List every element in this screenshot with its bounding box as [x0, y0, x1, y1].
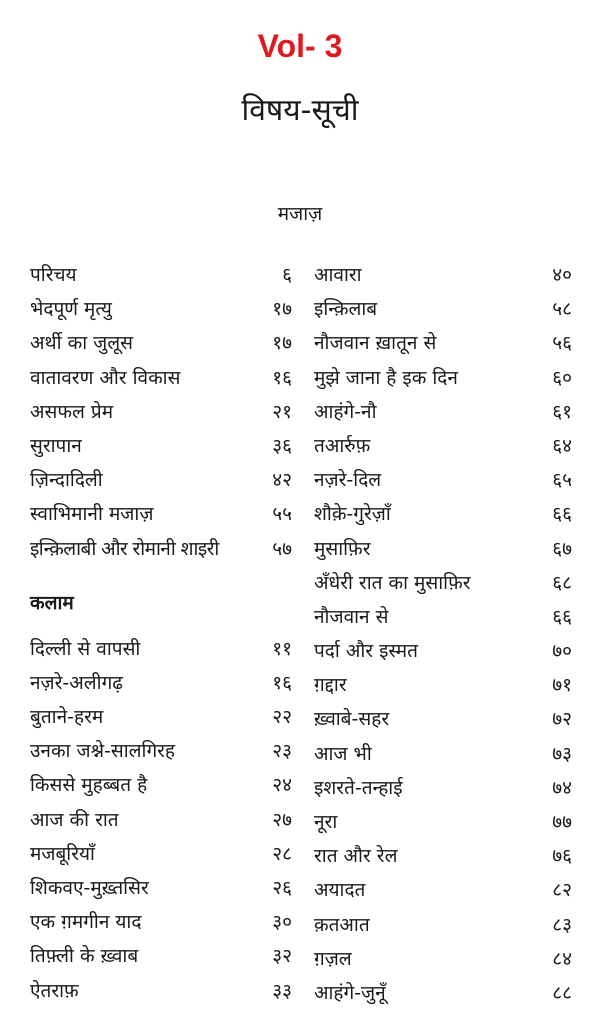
toc-entry-title: अयादत [314, 879, 366, 902]
toc-entry [30, 905, 292, 939]
toc-entry [30, 734, 292, 768]
toc-entry-title: अर्थी का जुलूस [30, 332, 133, 355]
toc-entry-title: इन्क़िलाबी और रोमानी शाइरी [30, 537, 219, 560]
toc-entry-page-number: ५७ [272, 537, 292, 560]
toc-entry [314, 429, 572, 463]
toc-entry-page-number: ५६ [552, 332, 572, 355]
toc-entry [30, 837, 292, 871]
toc-entry-page-number: १६ [272, 366, 292, 389]
toc-entry-title: इन्क़िलाब [314, 298, 378, 321]
toc-entry-page-number: २२ [272, 706, 292, 729]
toc-entry-title: मुसाफ़िर [314, 537, 371, 560]
toc-entry-page-number: ६८ [552, 571, 572, 594]
toc-entry-title: तआर्रुफ़ [314, 434, 371, 457]
toc-entry [30, 974, 292, 1008]
toc-entry-page-number: १७ [272, 332, 292, 355]
toc-entry-title: ऐतराफ़ [30, 979, 79, 1002]
toc-entry [314, 805, 572, 839]
toc-entry [314, 873, 572, 907]
toc-entry [30, 939, 292, 973]
toc-entry [30, 803, 292, 837]
toc-entry-page-number: ७७ [552, 811, 572, 833]
toc-entry-page-number: ११ [272, 637, 292, 660]
toc-entry-title: आहंगे-नौ [314, 400, 377, 423]
toc-entry [30, 768, 292, 802]
toc-entry-title: दिल्ली से वापसी [30, 637, 141, 660]
toc-left-column [30, 258, 292, 1008]
toc-entry [30, 292, 292, 326]
toc-entry-title: ग़द्दार [314, 674, 347, 697]
toc-entry-page-number: १७ [272, 298, 292, 321]
toc-entry-title: रात और रेल [314, 845, 398, 868]
toc-entry [314, 668, 572, 702]
toc-entry-title: भेदपूर्ण मृत्यु [30, 298, 112, 321]
toc-entry-page-number: ६७ [552, 537, 572, 560]
toc-entry-page-number: ३३ [272, 979, 292, 1002]
toc-entry-title: ज़िन्दादिली [30, 469, 103, 492]
toc-entry [314, 532, 572, 566]
toc-entry [314, 463, 572, 497]
toc-entry-title: आहंगे-जुनूँ [314, 981, 386, 1004]
toc-entry [314, 771, 572, 805]
toc-entry-page-number: ८४ [552, 947, 572, 970]
toc-entry-page-number: ८८ [552, 981, 572, 1004]
toc-entry [30, 463, 292, 497]
toc-entry-page-number: ७० [552, 640, 572, 663]
toc-entry-page-number: १६ [272, 671, 292, 694]
toc-entry-title: परिचय [30, 264, 77, 286]
toc-entry [314, 292, 572, 326]
toc-entry-title: शौक़े-गुरेज़ाँ [314, 503, 391, 526]
toc-entry-page-number: ७३ [552, 742, 572, 765]
toc-entry [30, 632, 292, 666]
toc-entry-title: एक ग़मगीन याद [30, 911, 142, 934]
toc-entry [314, 737, 572, 771]
toc-entry-title: आज भी [314, 742, 372, 765]
toc-entry-title: पर्दा और इस्मत [314, 640, 419, 663]
toc-entry [314, 634, 572, 668]
toc-entry [314, 600, 572, 634]
toc-entry-page-number: ४० [552, 264, 572, 286]
toc-entry-page-number: २१ [272, 400, 292, 423]
toc-entry-page-number: ७६ [552, 845, 572, 868]
toc-entry-title: आवारा [314, 264, 362, 286]
toc-entry-page-number: ६० [552, 366, 572, 389]
toc-entry [30, 258, 292, 292]
toc-entry-title: नज़रे-दिल [314, 469, 382, 492]
toc-entry [30, 361, 292, 395]
toc-entry-title: असफल प्रेम [30, 400, 114, 423]
toc-entry-page-number: ५५ [272, 503, 292, 526]
toc-entry-title: किससे मुहब्बत है [30, 774, 148, 797]
toc-entry [30, 429, 292, 463]
toc-entry-title: नौजवान ख़ातून से [314, 332, 437, 355]
toc-entry [314, 361, 572, 395]
toc-entry-title: आज की रात [30, 808, 119, 831]
toc-entry-page-number: ७४ [552, 776, 572, 799]
toc-entry-page-number: ३६ [272, 434, 292, 457]
toc-entry-title: ख़्वाबे-सहर [314, 708, 390, 731]
toc-entry [314, 258, 572, 292]
toc-entry-page-number: २३ [272, 740, 292, 763]
toc-entry-title: नौजवान से [314, 605, 389, 628]
toc-entry-title: ग़ज़ल [314, 947, 352, 970]
toc-entry-page-number: ७२ [552, 708, 572, 731]
poem-entries-left [30, 632, 292, 1008]
toc-entry-page-number: ७१ [552, 674, 572, 697]
toc-entry-title: सुरापान [30, 434, 82, 457]
toc-entry-title: बुताने-हरम [30, 706, 104, 729]
section-heading: कलाम [30, 591, 74, 614]
intro-entries [30, 258, 292, 566]
toc-entry-title: शिकवए-मुख़्तसिर [30, 877, 149, 899]
toc-entry-page-number: २७ [272, 808, 292, 831]
toc-entry-page-number: ४२ [272, 469, 292, 492]
toc-entry-title: मुझे जाना है इक दिन [314, 366, 458, 389]
toc-entry [30, 871, 292, 905]
toc-entry [314, 839, 572, 873]
toc-entry-page-number: २४ [272, 774, 292, 797]
toc-entry [314, 326, 572, 360]
toc-entry-title: वातावरण और विकास [30, 366, 181, 389]
toc-entry-page-number: ८३ [552, 913, 572, 936]
toc-entry-title: क़तआत [314, 913, 370, 936]
poet-heading: मजाज़ [277, 203, 323, 225]
toc-entry-page-number: ६४ [552, 434, 572, 457]
toc-entry-title: मजबूरियाँ [30, 842, 95, 865]
toc-entry [30, 700, 292, 734]
toc-entry [30, 395, 292, 429]
toc-entry-title: इशरते-तन्हाई [314, 776, 403, 799]
volume-label: Vol- 3 [257, 28, 343, 64]
toc-entry-page-number: ६५ [552, 469, 572, 492]
toc-entry [30, 326, 292, 360]
toc-entry-title: उनका जश्ने-सालगिरह [30, 740, 176, 763]
toc-entry [30, 666, 292, 700]
toc-entry [314, 702, 572, 736]
toc-entry [314, 395, 572, 429]
poem-entries-right [314, 258, 572, 1010]
toc-entry-page-number: २८ [272, 842, 292, 865]
toc-entry-page-number: ६६ [552, 503, 572, 526]
toc-entry-page-number: ६६ [552, 605, 572, 628]
toc-entry-page-number: २६ [272, 877, 292, 899]
toc-entry [30, 532, 292, 566]
toc-entry [314, 976, 572, 1010]
toc-entry [314, 566, 572, 600]
toc-entry-page-number: ६ [282, 264, 292, 286]
toc-entry [314, 908, 572, 942]
toc-entry-title: नज़रे-अलीगढ़ [30, 671, 123, 694]
page-title: विषय-सूची [241, 93, 359, 128]
toc-entry [30, 497, 292, 531]
toc-entry-page-number: ३० [272, 911, 292, 934]
toc-entry-page-number: ६१ [552, 400, 572, 423]
toc-entry-title: नूरा [314, 811, 338, 833]
toc-entry-title: तिफ़्ली के ख़्वाब [30, 945, 139, 968]
toc-right-column [314, 258, 572, 1010]
toc-entry [314, 942, 572, 976]
toc-entry-page-number: ५८ [552, 298, 572, 321]
toc-entry [314, 497, 572, 531]
toc-entry-title: स्वाभिमानी मजाज़ [30, 503, 154, 526]
toc-entry-page-number: ८२ [552, 879, 572, 902]
toc-entry-title: अँधेरी रात का मुसाफ़िर [314, 571, 471, 594]
toc-entry-page-number: ३२ [272, 945, 292, 968]
